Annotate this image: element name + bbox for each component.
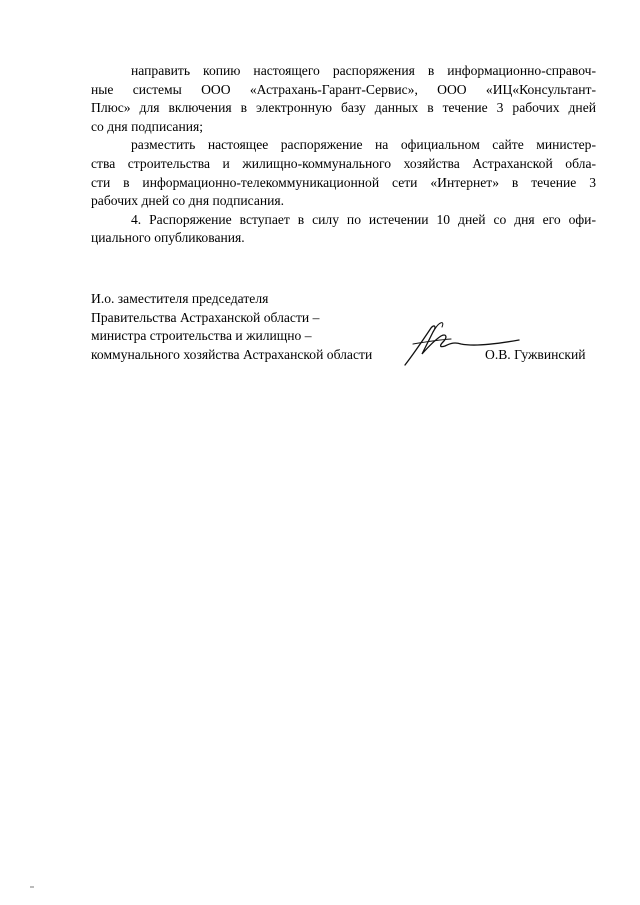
document-body [91,62,596,248]
signatory-name: О.В. Гужвинский [485,346,586,362]
signatory-title-last-row [91,346,601,365]
paragraph-line: сти в информационно-телекоммуникационной сети «Интернет» в течение 3 [91,174,596,190]
signatory-title-line: И.о. заместителя председателя [91,291,269,306]
paragraph-line: ные системы ООО «Астрахань-Гарант-Сервис», ООО «ИЦ«Консультант- [91,81,596,97]
signatory-title-line: Правительства Астраханской области – [91,309,320,325]
paragraph-line: рабочих дней со дня подписания. [91,193,285,209]
signature-block [91,290,601,364]
paragraph-line: ства строительства и жилищно-коммунального хозяйства Астраханской обла- [91,155,596,171]
paragraph-line: разместить настоящее распоряжение на официальном сайте министер- [131,137,596,153]
signatory-title-line: коммунального хозяйства Астраханской области [91,346,373,362]
paragraph-line: направить копию настоящего распоряжения в информационно-справоч- [131,63,596,78]
scan-speck [30,886,34,888]
paragraph-line: со дня подписания; [91,118,204,134]
paragraph-line: Плюс» для включения в электронную базу данных в течение 3 рабочих дней [91,100,596,116]
paragraph-line: циального опубликования. [91,230,245,246]
paragraph-line: 4. Распоряжение вступает в силу по истечении 10 дней со дня его офи- [131,211,596,227]
signatory-title-line: министра строительства и жилищно – [91,328,312,344]
